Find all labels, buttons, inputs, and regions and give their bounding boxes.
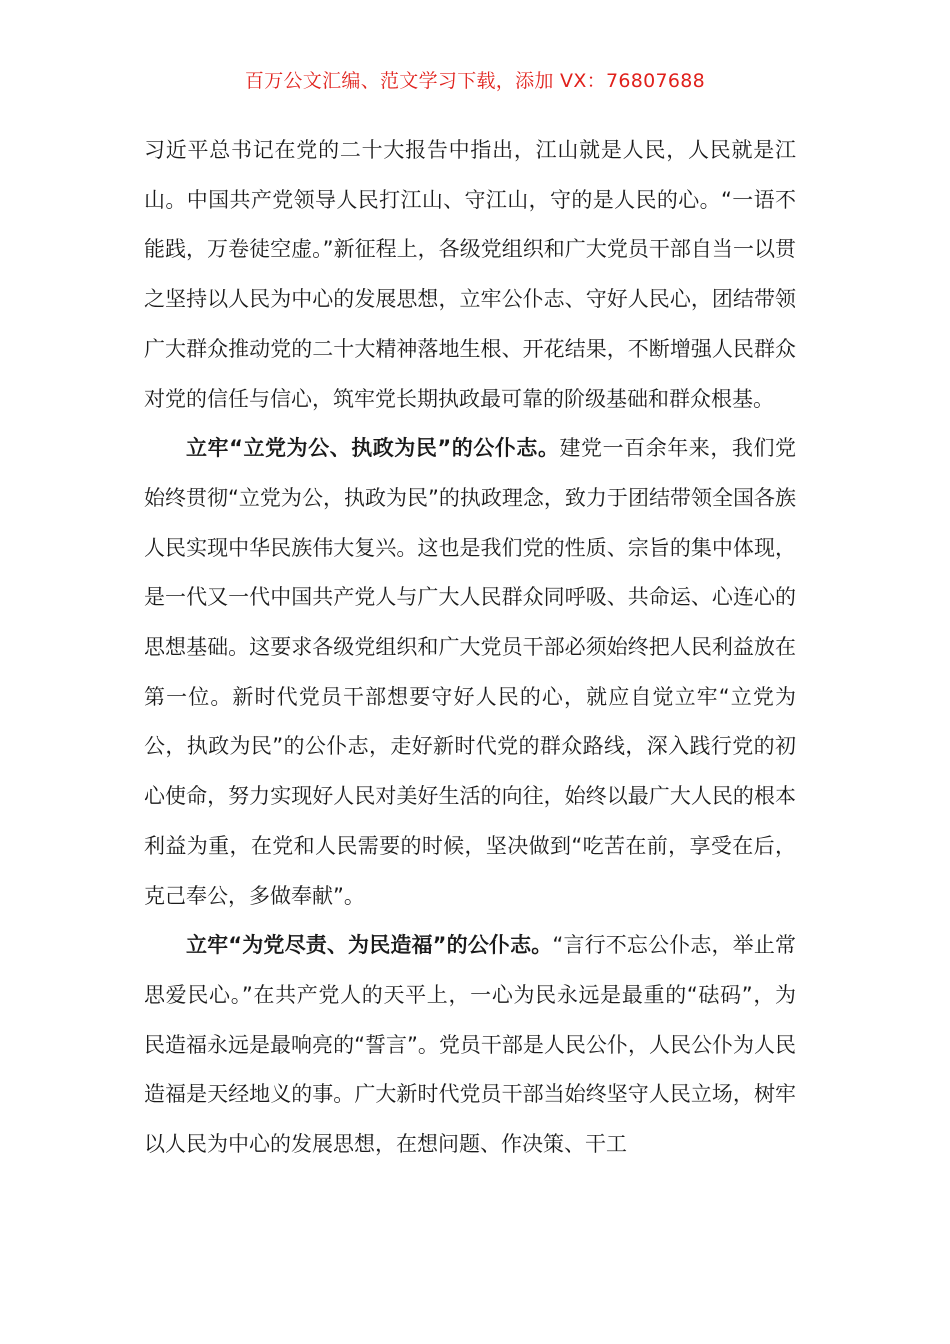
paragraph-heading: 立牢“为党尽责、为民造福”的公仆志。 — [186, 933, 553, 958]
page-header-banner: 百万公文汇编、范文学习下载，添加 VX：76807688 — [244, 70, 706, 92]
paragraph-heading: 立牢“立党为公、执政为民”的公仆志。 — [186, 436, 560, 461]
paragraph-text: 建党一百余年来，我们党始终贯彻“立党为公，执政为民”的执政理念，致力于团结带领全国各族人民实现中华民族伟大复兴。这也是我们党的性质、宗旨的集中体现，是一代又一代中国共产党人与广大人民群众同呼吸、共命运、心连心的思想基础。这要求各级党组织和广大党员干部必须始终把人民利益放在第一位。新时代党员干部想要守好人民的心，就应自觉立牢“立党为公，执政为民”的公仆志，走好新时代党的群众路线，深入践行党的初心使命，努力实现好人民对美好生活的向往，始终以最广大人民的根本利益为重，在党和人民需要的时候，坚决做到“吃苦在前，享受在后，克己奉公，多做奉献”。 — [144, 436, 796, 908]
paragraph-intro — [144, 126, 796, 424]
paragraph-text: 习近平总书记在党的二十大报告中指出，江山就是人民，人民就是江山。中国共产党领导人民打江山、守江山，守的是人民的心。“一语不能践，万卷徒空虚。”新征程上，各级党组织和广大党员干部自当一以贯之坚持以人民为中心的发展思想，立牢公仆志、守好人民心，团结带领广大群众推动党的二十大精神落地生根、开花结果，不断增强人民群众对党的信任与信心，筑牢党长期执政最可靠的阶级基础和群众根基。 — [144, 138, 796, 411]
paragraph-section-1 — [144, 424, 796, 921]
document-body — [144, 126, 796, 1170]
paragraph-text: “言行不忘公仆志，举止常思爱民心。”在共产党人的天平上，一心为民永远是最重的“砝码”，为民造福永远是最响亮的“誓言”。党员干部是人民公仆，人民公仆为人民造福是天经地义的事。广大新时代党员干部当始终坚守人民立场，树牢以人民为中心的发展思想，在想问题、作决策、干工 — [144, 933, 796, 1157]
paragraph-section-2 — [144, 921, 796, 1170]
